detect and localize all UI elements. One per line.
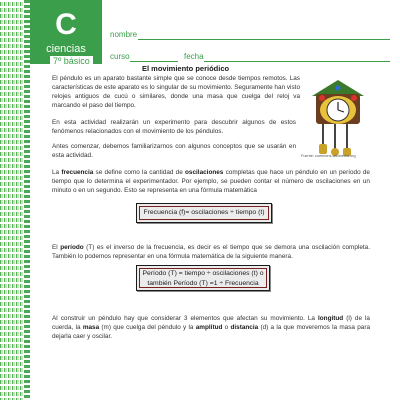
term-oscilaciones: oscilaciones xyxy=(185,169,224,176)
pendulum-elements-paragraph: Al construir un péndulo hay que considerar 3 elementos que afectan su movimiento. La longitud (l) de la cuerda, la masa (m) que cuelga del péndulo y la amplitud o distancia (d) a la que moveremos la masa para dejarla caer y oscilar. xyxy=(52,315,371,340)
fecha-line[interactable] xyxy=(204,61,390,62)
page-title: El movimiento periódico xyxy=(142,64,230,73)
term-longitud: longitud xyxy=(317,315,344,322)
frequency-paragraph: La frecuencia se define como la cantidad de oscilaciones completas que hace un péndulo en un período de tiempo que lo determina el experimentador. Por ejemplo, se pueden contar el número de oscilaciones en un minuto o en un segundo. Esto se representa en una fórmula matemática xyxy=(52,169,370,194)
period-paragraph: El período (T) es el inverso de la frecuencia, es decir es el tiempo que se demora una oscilación completa. También lo podemos representar en una fórmula matemática de la siguiente manera. xyxy=(52,244,370,260)
student-header xyxy=(108,24,392,64)
frequency-formula: Frecuencia (f)= oscilaciones ÷ tiempo (t) xyxy=(136,203,272,223)
term-frecuencia: frecuencia xyxy=(61,169,94,176)
fecha-label: fecha xyxy=(184,52,204,61)
term-amplitud: amplitud xyxy=(195,324,223,331)
nombre-line[interactable] xyxy=(138,39,390,40)
period-formula xyxy=(136,265,270,291)
concepts-paragraph: Antes comenzar, debemos familiarizarnos con algunos conceptos que se usarán en esta actividad. xyxy=(52,143,296,159)
period-formula-line2: también Período (T) =1 ÷ Frecuencia xyxy=(147,280,259,287)
grade-label: 7º básico xyxy=(50,56,93,66)
term-periodo: período xyxy=(60,244,84,251)
curso-label: curso xyxy=(110,52,130,61)
cuckoo-clock-illustration xyxy=(306,76,370,156)
term-distancia: distancia xyxy=(230,324,259,331)
decorative-margin-stripes xyxy=(0,0,30,400)
activity-paragraph: En esta actividad realizarán un experimento para descubrir algunos de estos fenómenos relacionados con el movimiento de los péndulos. xyxy=(52,119,296,135)
image-caption: Fuente: commons.wikimedia.org xyxy=(301,154,356,158)
term-masa: masa xyxy=(82,324,100,331)
nombre-label: nombre xyxy=(110,30,138,39)
subject-name: ciencias xyxy=(46,43,86,55)
intro-paragraph: El péndulo es un aparato bastante simple que se conoce desde tiempos remotos. Las características de este aparato es lo singular de su movimiento. Seguramente han visto relojes antiguos de cucú o similares, donde una masa que cuelga del reloj va marcando el paso del tiempo. xyxy=(52,75,300,109)
subject-badge xyxy=(30,0,102,64)
curso-line[interactable] xyxy=(130,61,178,62)
subject-letter: C xyxy=(55,8,77,41)
period-formula-line1: Período (T) = tiempo ÷ oscilaciones (t) o xyxy=(142,270,264,277)
